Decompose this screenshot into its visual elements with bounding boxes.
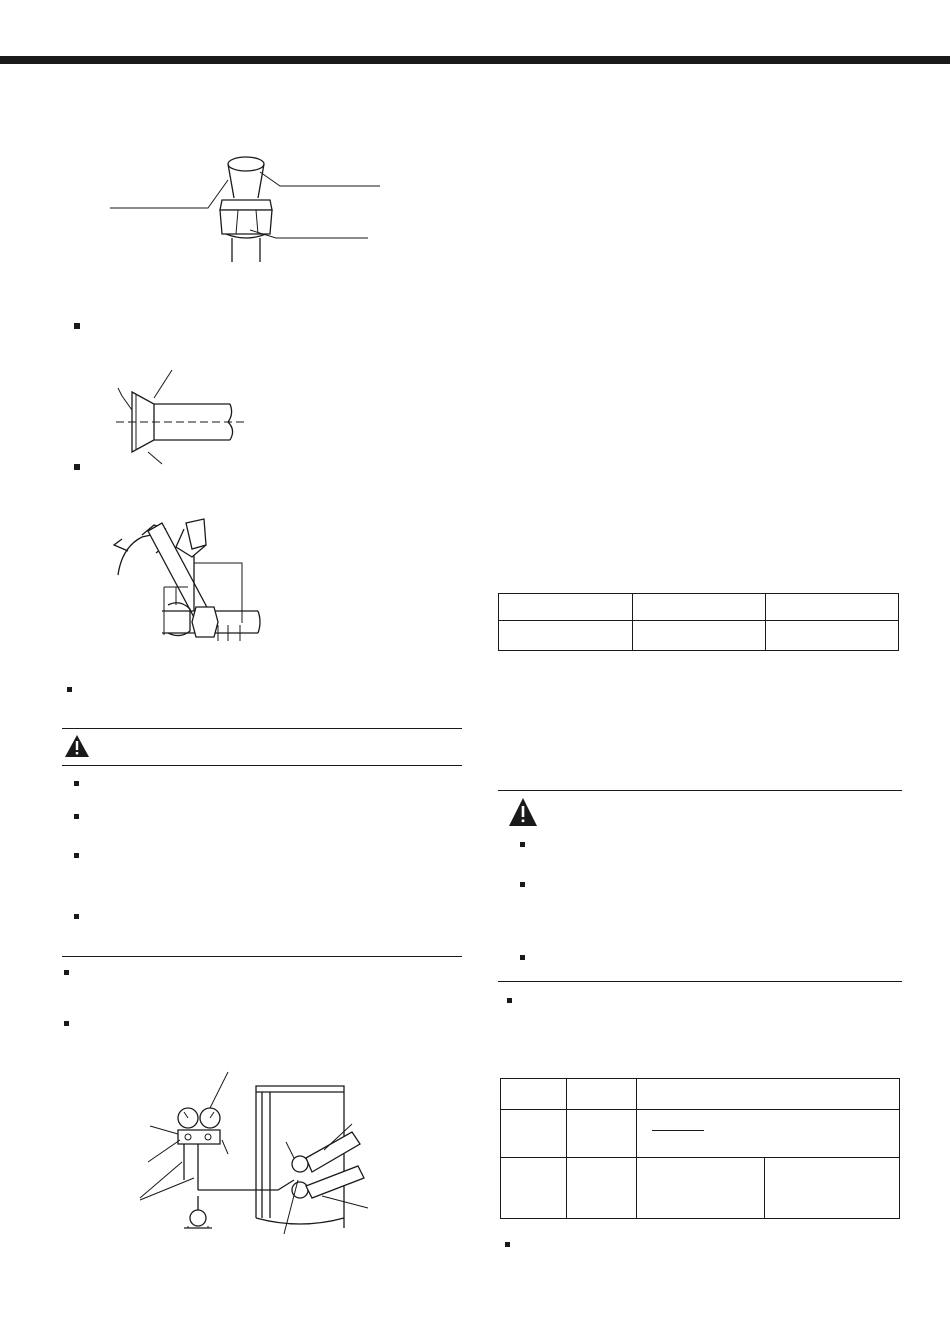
table-cell [633,594,766,621]
torque-table [498,593,899,651]
header-rule [0,56,950,64]
vacuum-connection-figure [138,1068,376,1238]
flare-nut-figure [100,150,390,270]
list-bullet [74,464,80,470]
caution-top-rule [62,728,462,729]
pipe-size-table [500,1078,900,1219]
table-cell [499,621,633,651]
list-bullet [520,955,525,960]
list-bullet [64,970,69,975]
table-line [636,1079,637,1219]
warning-triangle-icon [508,797,538,827]
table-cell [766,621,899,651]
table-line [566,1079,567,1219]
list-bullet [520,842,525,847]
table-line [764,1157,765,1219]
list-bullet [520,882,525,887]
underline-mark [652,1130,704,1131]
list-bullet [74,853,79,858]
table-cell [499,594,633,621]
table-line [501,1157,899,1158]
table-cell [633,621,766,651]
list-bullet [74,781,79,786]
caution-bottom-rule [62,956,462,957]
list-bullet [507,998,512,1003]
warning-triangle-icon [64,734,90,758]
caution-divider [62,765,462,766]
list-bullet [505,1242,510,1247]
list-bullet [74,814,79,819]
flared-pipe-figure [110,368,260,468]
list-bullet [67,687,72,692]
wrench-tightening-figure [108,515,268,643]
list-bullet [74,914,79,919]
caution-top-rule [498,790,902,791]
list-bullet [74,323,80,329]
table-cell [766,594,899,621]
list-bullet [64,1021,69,1026]
caution-bottom-rule [498,981,902,982]
table-line [501,1109,899,1110]
